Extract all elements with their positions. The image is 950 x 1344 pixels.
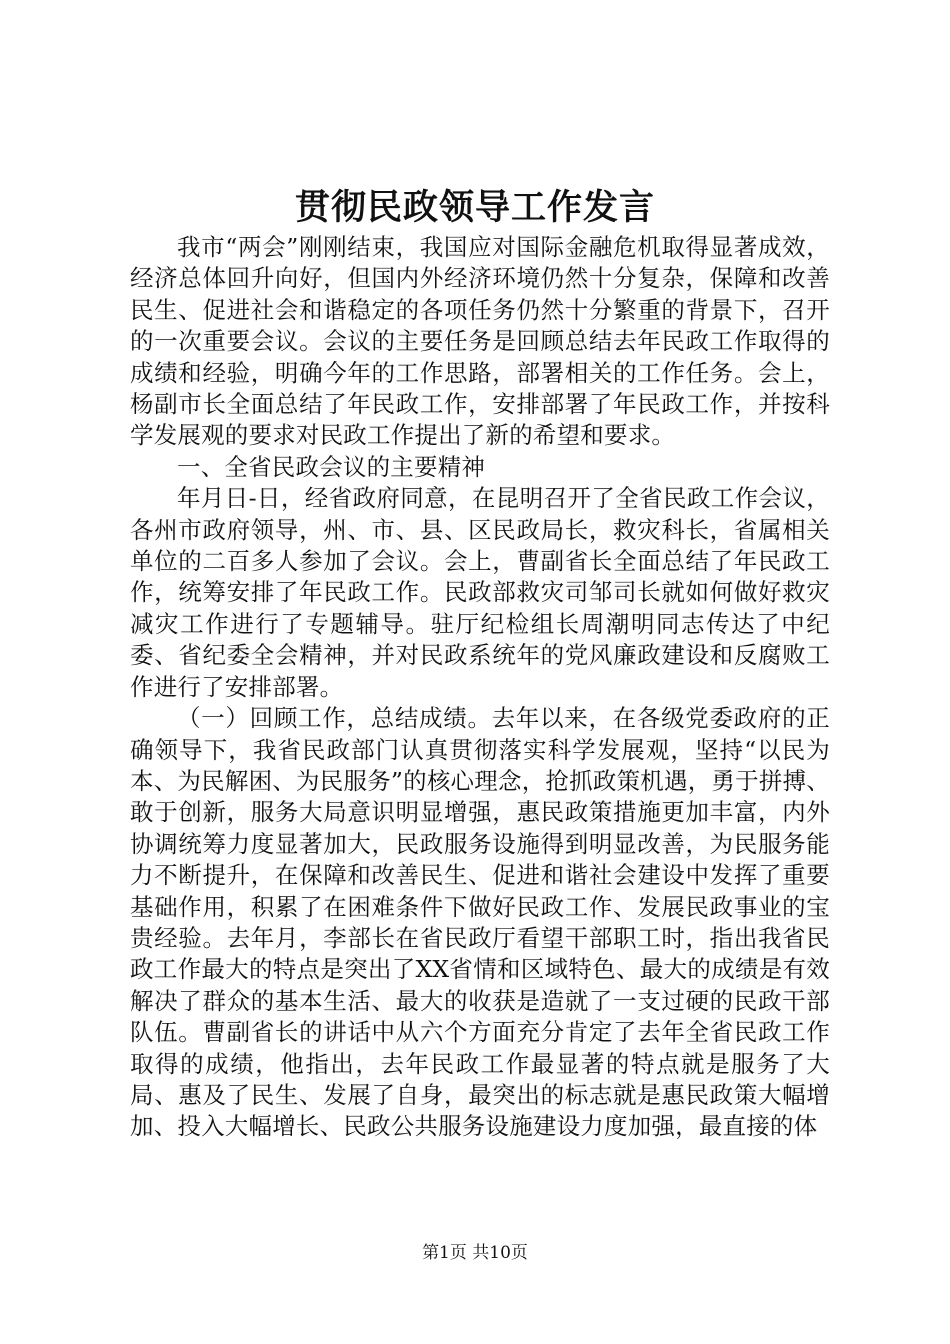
section-heading: 一、全省民政会议的主要精神 bbox=[177, 452, 486, 481]
paragraph-intro: 我市“两会”刚刚结束，我国应对国际金融危机取得显著成效，经济总体回升向好，但国内外经济环境仍然十分复杂，保障和改善民生、促进社会和谐稳定的各项任务仍然十分繁重的背景下，召开的一次重要会议。会议的主要任务是回顾总结去年民政工作取得的成绩和经验，明确今年的工作思路，部署相关的工作任务。会上，杨副市长全面总结了年民政工作，安排部署了年民政工作，并按科学发展观的要求对民政工作提出了新的希望和要求。 bbox=[130, 233, 830, 450]
document-title: 贯彻民政领导工作发言 bbox=[294, 187, 655, 228]
paragraph-review: （一）回顾工作，总结成绩。去年以来，在各级党委政府的正确领导下，我省民政部门认真贯彻落实科学发展观，坚持“以民为本、为民解困、为民服务”的核心理念，抢抓政策机遇，勇于拼搏、敢于创新，服务大局意识明显增强，惠民政策措施更加丰富，内外协调统筹力度显著加大，民政服务设施得到明显改善，为民服务能力不断提升，在保障和改善民生、促进和谐社会建设中发挥了重要基础作用，积累了在困难条件下做好民政工作、发展民政事业的宝贵经验。去年月，李部长在省民政厅看望干部职工时，指出我省民政工作最大的特点是突出了XX省情和区域特色、最大的成绩是有效解决了群众的基本生活、最大的收获是造就了一支过硬的民政干部队伍。曹副省长的讲话中从六个方面充分肯定了去年全省民政工作取得的成绩，他指出，去年民政工作最显著的特点就是服务了大局、惠及了民生、发展了自身，最突出的标志就是惠民政策大幅增加、投入大幅增长、民政公共服务设施建设力度加强，最直接的体 bbox=[130, 704, 830, 1141]
document-body bbox=[130, 232, 830, 1143]
page-number-footer: 第1页 共10页 bbox=[422, 1243, 528, 1263]
paragraph-meeting: 年月日-日，经省政府同意，在昆明召开了全省民政工作会议，各州市政府领导，州、市、县、区民政局长，救灾科长，省属相关单位的二百多人参加了会议。会上，曹副省长全面总结了年民政工作，统筹安排了年民政工作。民政部救灾司邹司长就如何做好救灾减灾工作进行了专题辅导。驻厅纪检组长周潮明同志传达了中纪委、省纪委全会精神，并对民政系统年的党风廉政建设和反腐败工作进行了安排部署。 bbox=[130, 484, 830, 701]
